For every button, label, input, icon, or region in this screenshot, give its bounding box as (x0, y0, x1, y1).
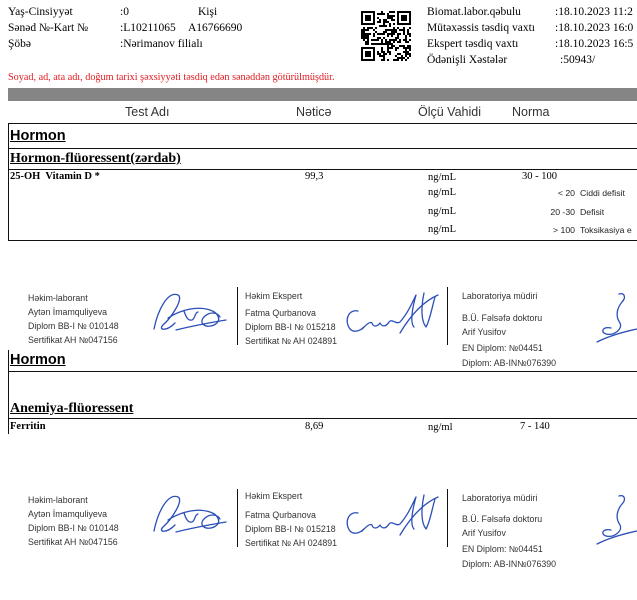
head-name: Arif Yusifov (462, 327, 506, 337)
paid-patients-label: Ödənişli Xəstələr (427, 54, 508, 66)
divider (8, 169, 637, 170)
qr-code-icon (361, 11, 411, 61)
category-title: Hormon (10, 352, 66, 368)
lab-doctor-diploma: Diplom BB-I № 010148 (28, 523, 119, 533)
divider (8, 418, 637, 419)
specialist-approval-label: Mütəxəssis təsdiq vaxtı (427, 22, 535, 34)
head-signature (595, 290, 637, 348)
test-unit: ng/ml (428, 422, 453, 433)
expert-approval-label: Ekspert təsdiq vaxtı (427, 38, 519, 50)
test-name: Ferritin (10, 421, 46, 432)
head-name: Arif Yusifov (462, 528, 506, 538)
norm-note-range: > 100 (553, 225, 575, 235)
age-value: :0 (120, 6, 129, 18)
norm-note-unit: ng/mL (428, 224, 456, 235)
head-title: Laboratoriya müdiri (462, 291, 538, 301)
divider (8, 148, 637, 149)
identity-notice: Soyad, ad, ata adı, doğum tarixi şəxsiyyəti təsdiq edən sənəddən götürülmüşdür. (8, 72, 335, 83)
lab-doctor-certificate: Sertifikat AH №047156 (28, 335, 118, 345)
header-norm: Norma (512, 105, 550, 119)
head-title: Laboratoriya müdiri (462, 493, 538, 503)
signature-divider (447, 489, 448, 547)
norm-note-unit: ng/mL (428, 206, 456, 217)
lab-doctor-diploma: Diplom BB-I № 010148 (28, 321, 119, 331)
norm-note-range: < 20 (557, 188, 575, 198)
document-card-label: Sənəd №-Kart № (8, 22, 89, 34)
specialist-approval-value: :18.10.2023 16:0 (555, 23, 634, 34)
header-test-name: Test Adı (125, 105, 170, 119)
expert-certificate: Sertifikat № AH 024891 (245, 538, 338, 548)
gender-value: Kişi (198, 6, 218, 18)
table-left-border (8, 350, 9, 434)
lab-doctor-signature (148, 489, 228, 539)
head-diploma: Diplom: AB-IN№076390 (462, 358, 557, 368)
expert-title: Həkim Ekspert (245, 291, 303, 301)
expert-name: Fatma Qurbanova (245, 308, 316, 318)
expert-approval-value: :18.10.2023 16:5 (555, 39, 634, 50)
department-label: Şöbə (8, 38, 31, 50)
lab-doctor-name: Aytən İmamquliyeva (28, 509, 108, 519)
expert-diploma: Diplom BB-I № 015218 (245, 322, 336, 332)
head-degree: B.Ü. Fəlsəfə doktoru (462, 313, 543, 323)
received-label: Biomat.labor.qəbulu (427, 6, 521, 18)
table-top-border (8, 123, 637, 124)
head-signature (595, 492, 637, 550)
head-degree: B.Ü. Fəlsəfə doktoru (462, 514, 543, 524)
table-left-border (8, 123, 9, 241)
lab-doctor-signature (148, 287, 228, 337)
header-unit: Ölçü Vahidi (418, 105, 481, 119)
test-norm: 7 - 140 (520, 421, 550, 432)
paid-patients-value: :50943/ (560, 54, 596, 66)
document-number: :L10211065 (120, 22, 176, 34)
lab-doctor-title: Həkim-laborant (28, 293, 88, 303)
test-name: 25-OH Vitamin D * (10, 171, 100, 182)
card-number: A16766690 (188, 22, 243, 34)
header-result: Nəticə (296, 105, 332, 119)
divider (8, 371, 637, 372)
signature-divider (237, 489, 238, 547)
header-separator-bar (8, 88, 637, 101)
table-bottom-border (8, 240, 637, 241)
test-result: 8,69 (305, 421, 324, 432)
test-norm: 30 - 100 (522, 171, 557, 182)
expert-diploma: Diplom BB-I № 015218 (245, 524, 336, 534)
norm-note-unit: ng/mL (428, 187, 456, 198)
lab-doctor-certificate: Sertifikat AH №047156 (28, 537, 118, 547)
expert-title: Həkim Ekspert (245, 491, 303, 501)
signature-divider (237, 287, 238, 345)
head-en-diploma: EN Diplom: №04451 (462, 343, 543, 353)
department-value: :Nərimanov filialı (120, 38, 203, 50)
signature-divider (447, 287, 448, 345)
group-title: Hormon-flüoressent(zərdab) (10, 151, 181, 166)
norm-note-label: Ciddi defisit (580, 188, 625, 198)
category-title: Hormon (10, 128, 66, 144)
expert-signature (342, 289, 442, 344)
test-unit: ng/mL (428, 172, 456, 183)
test-result: 99,3 (305, 171, 324, 182)
received-value: :18.10.2023 11:2 (555, 7, 633, 18)
expert-signature (342, 491, 442, 546)
norm-note-label: Defisit (580, 207, 605, 217)
age-gender-label: Yaş-Cinsiyyət (8, 6, 73, 18)
expert-name: Fatma Qurbanova (245, 510, 316, 520)
head-diploma: Diplom: AB-IN№076390 (462, 559, 557, 569)
lab-doctor-name: Aytən İmamquliyeva (28, 307, 108, 317)
norm-note-range: 20 -30 (550, 207, 575, 217)
lab-doctor-title: Həkim-laborant (28, 495, 88, 505)
norm-note-label: Toksikasiya e (580, 226, 632, 235)
group-title: Anemiya-flüoressent (10, 401, 134, 416)
expert-certificate: Sertifikat № AH 024891 (245, 336, 338, 346)
head-en-diploma: EN Diplom: №04451 (462, 544, 543, 554)
